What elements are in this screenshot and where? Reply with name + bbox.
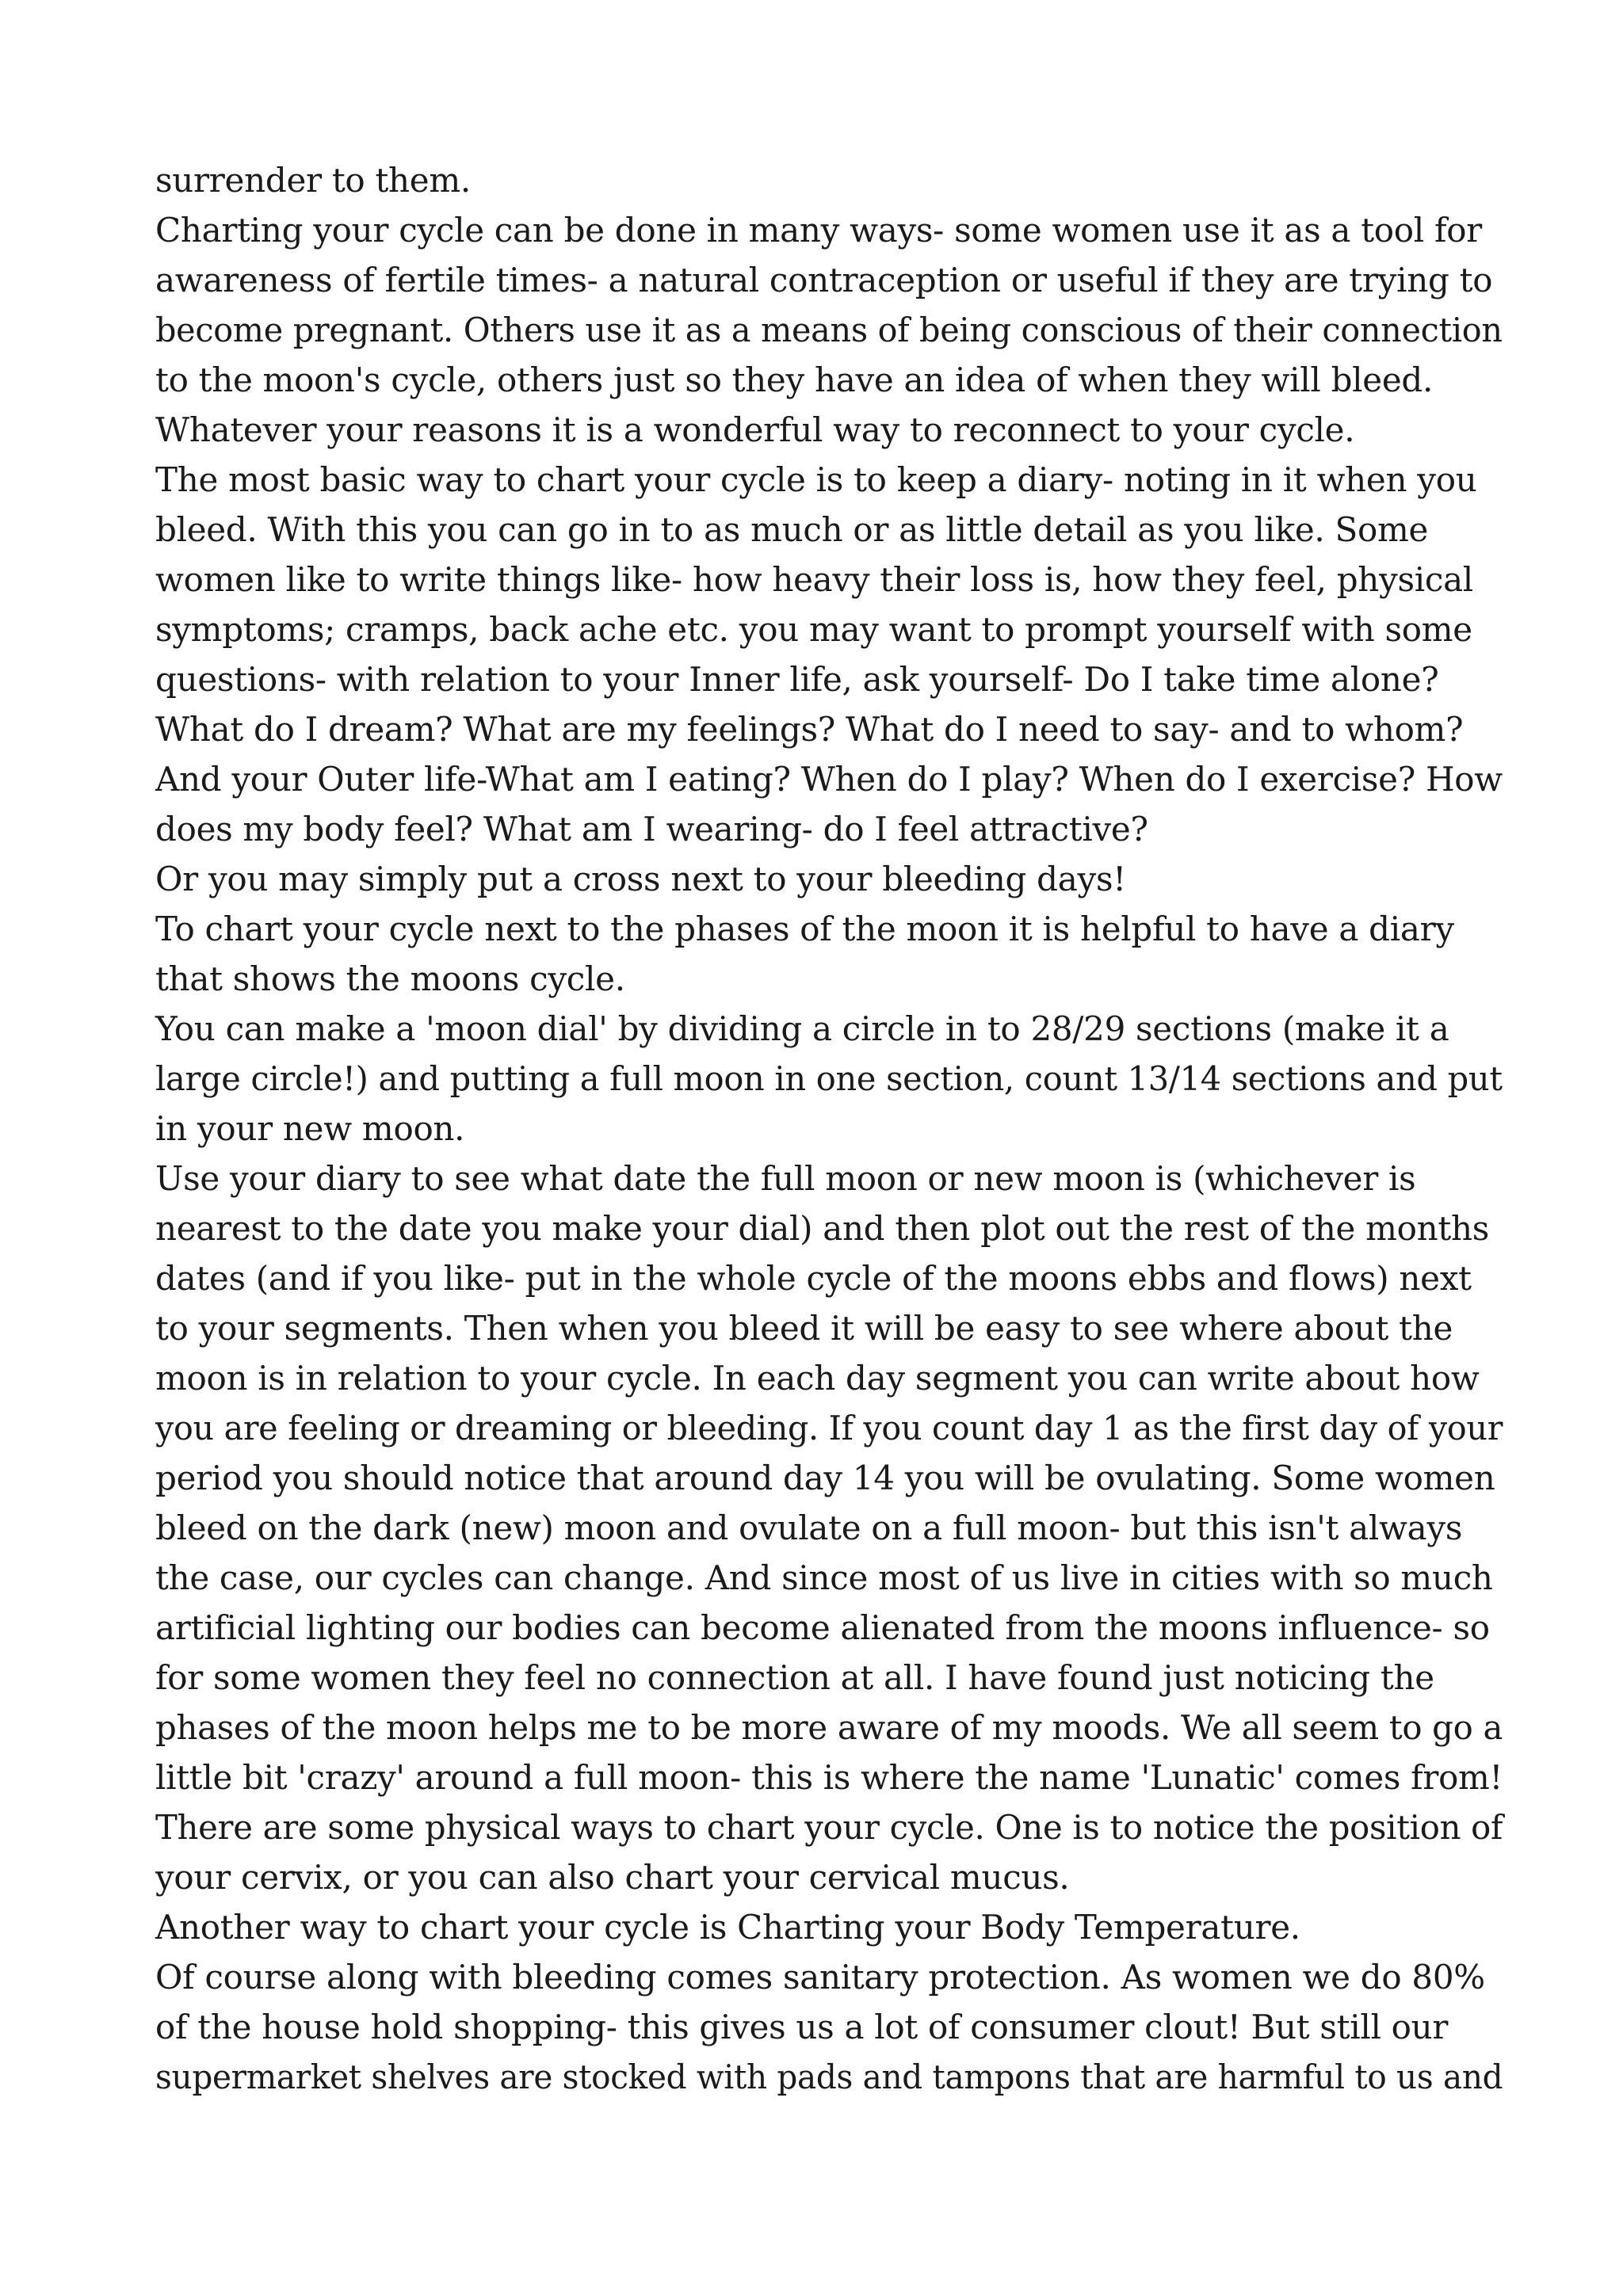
text-line: To chart your cycle next to the phases of the moon it is helpful to have a diary <box>155 910 1454 948</box>
text-line: And your Outer life-What am I eating? When do I play? When do I exercise? How <box>155 760 1503 799</box>
text-line: the case, our cycles can change. And since most of us live in cities with so much <box>155 1558 1493 1597</box>
text-line: Of course along with bleeding comes sanitary protection. As women we do 80% <box>155 1958 1485 1997</box>
text-line: of the house hold shopping- this gives us a lot of consumer clout! But still our <box>155 2008 1449 2046</box>
text-line: large circle!) and putting a full moon in one section, count 13/14 sections and put <box>155 1059 1503 1098</box>
text-line: dates (and if you like- put in the whole cycle of the moons ebbs and flows) next <box>155 1259 1472 1298</box>
text-line: women like to write things like- how heavy their loss is, how they feel, physical <box>155 560 1473 599</box>
text-line: Charting your cycle can be done in many ways- some women use it as a tool for <box>155 211 1482 250</box>
text-line: Or you may simply put a cross next to your bleeding days! <box>155 860 1126 898</box>
text-line: you are feeling or dreaming or bleeding. If you count day 1 as the first day of your <box>155 1409 1503 1447</box>
text-line: supermarket shelves are stocked with pads and tampons that are harmful to us and <box>155 2058 1503 2096</box>
text-line: bleed. With this you can go in to as much or as little detail as you like. Some <box>155 510 1429 549</box>
text-line: surrender to them. <box>155 161 471 200</box>
text-line: that shows the moons cycle. <box>155 959 625 998</box>
text-line: You can make a 'moon dial' by dividing a circle in to 28/29 sections (make it a <box>155 1009 1449 1048</box>
text-line: for some women they feel no connection at all. I have found just noticing the <box>155 1658 1434 1697</box>
text-line: to your segments. Then when you bleed it will be easy to see where about the <box>155 1309 1453 1348</box>
text-line: moon is in relation to your cycle. In each day segment you can write about how <box>155 1359 1480 1398</box>
text-line: bleed on the dark (new) moon and ovulate on a full moon- but this isn't always <box>155 1508 1463 1547</box>
text-line: does my body feel? What am I wearing- do I feel attractive? <box>155 810 1148 849</box>
text-line: questions- with relation to your Inner life, ask yourself- Do I take time alone? <box>155 660 1439 699</box>
text-line: phases of the moon helps me to be more aware of my moods. We all seem to go a <box>155 1708 1503 1747</box>
text-line: become pregnant. Others use it as a means of being conscious of their connection <box>155 311 1503 349</box>
text-line: awareness of fertile times- a natural contraception or useful if they are trying to <box>155 261 1493 299</box>
text-line: your cervix, or you can also chart your cervical mucus. <box>155 1858 1070 1897</box>
text-line: Use your diary to see what date the full moon or new moon is (whichever is <box>155 1159 1416 1198</box>
text-line: Whatever your reasons it is a wonderful way to reconnect to your cycle. <box>155 410 1355 449</box>
body-text <box>155 155 1503 2102</box>
text-line: period you should notice that around day 14 you will be ovulating. Some women <box>155 1459 1495 1497</box>
text-line: artificial lighting our bodies can become alienated from the moons influence- so <box>155 1608 1490 1647</box>
text-line: in your new moon. <box>155 1109 465 1148</box>
text-line: nearest to the date you make your dial) and then plot out the rest of the months <box>155 1209 1489 1248</box>
text-line: to the moon's cycle, others just so they have an idea of when they will bleed. <box>155 360 1434 399</box>
text-line: What do I dream? What are my feelings? What do I need to say- and to whom? <box>155 710 1464 749</box>
text-line: Another way to chart your cycle is Charting your Body Temperature. <box>155 1908 1300 1947</box>
text-line: symptoms; cramps, back ache etc. you may want to prompt yourself with some <box>155 610 1472 649</box>
text-line: The most basic way to chart your cycle is to keep a diary- noting in it when you <box>155 460 1477 499</box>
text-line: There are some physical ways to chart your cycle. One is to notice the position of <box>155 1808 1503 1847</box>
text-line: little bit 'crazy' around a full moon- this is where the name 'Lunatic' comes from! <box>155 1758 1503 1797</box>
